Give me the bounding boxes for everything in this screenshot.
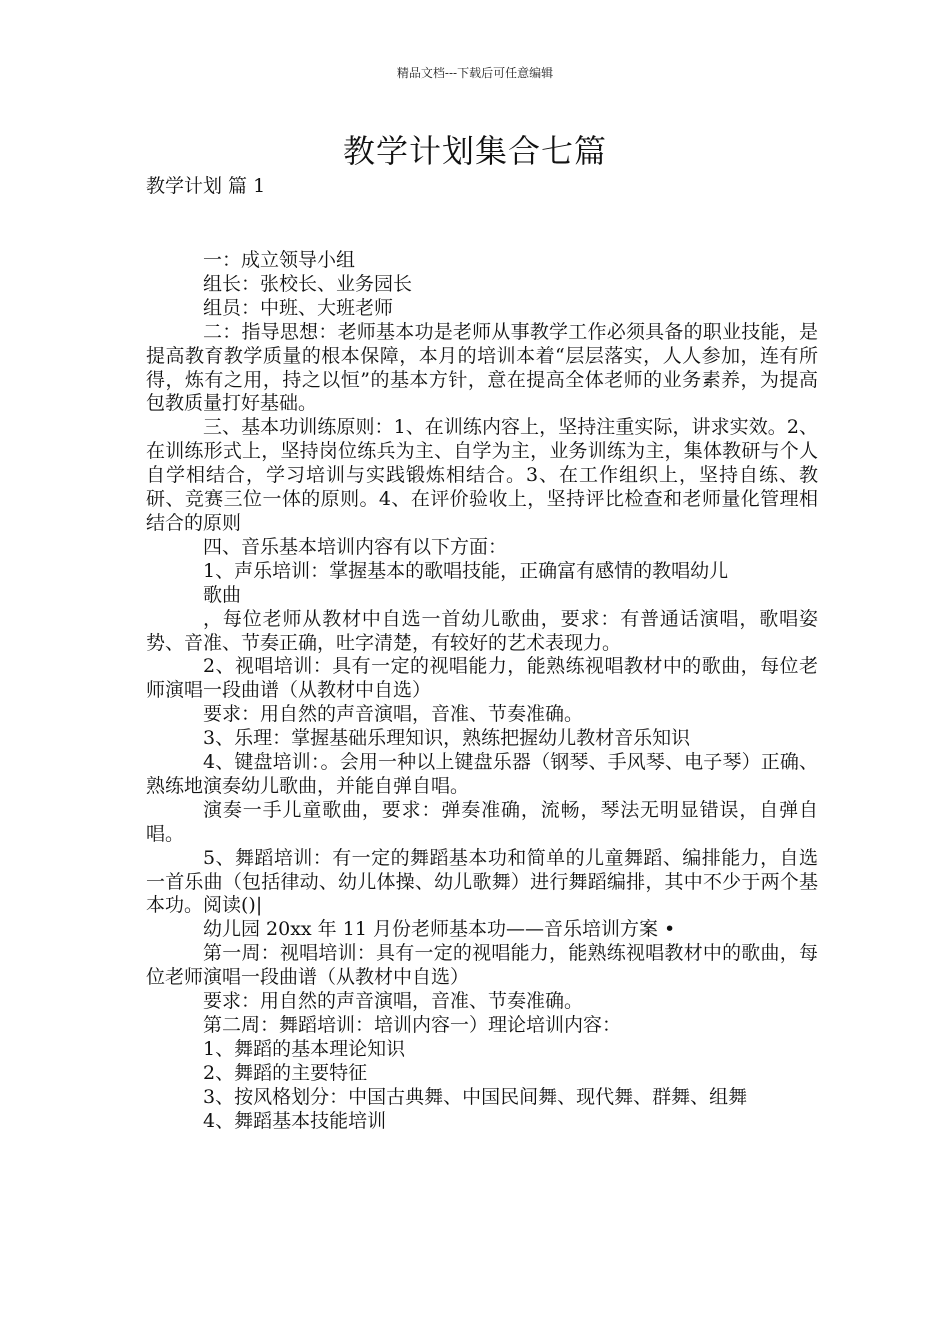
paragraph: 第二周：舞蹈培训：培训内容一）理论培训内容： [203,1014,622,1036]
document-subtitle: 教学计划 篇 1 [146,175,266,197]
paragraph: 要求：用自然的声音演唱，音准、节奏准确。 [203,703,584,726]
paragraph: 演奏一手儿童歌曲，要求：弹奏准确，流畅，琴法无明显错误，自弹自唱。 [146,798,818,845]
paragraph: 组员：中班、大班老师 [203,296,394,319]
paragraph: ，每位老师从教材中自选一首幼儿歌曲，要求：有普通话演唱，歌唱姿势、音准、节奏正确，吐字清楚，有较好的艺术表现力。 [146,607,818,654]
paragraph: 3、乐理：掌握基础乐理知识，熟练把握幼儿教材音乐知识 [203,727,691,750]
paragraph: 2、舞蹈的主要特征 [203,1061,368,1084]
paragraph: 幼儿园 20xx 年 11 月份老师基本功——音乐培训方案 • [203,918,676,941]
paragraph: 4、键盘培训：。会用一种以上键盘乐器（钢琴、手风琴、电子琴）正确、熟练地演奏幼儿歌曲，并能自弹自唱。 [146,751,818,797]
paragraph: 一：成立领导小组 [203,249,356,271]
paragraph: 三、基本功训练原则：1、在训练内容上，坚持注重实际，讲求实效。2、在训练形式上，坚持岗位练兵为主、自学为主，业务训练为主，集体教研与个人自学相结合，学习培训与实践锻炼相结合。3、在工作组织上，坚持自练、教研、竞赛三位一体的原则。4、在评价验收上，坚持评比检查和老师量化管理相结合的原则 [146,416,818,534]
paragraph: 1、舞蹈的基本理论知识 [203,1037,406,1060]
paragraph: 1、声乐培训：掌握基本的歌唱技能，正确富有感情的教唱幼儿 [203,559,729,582]
document-body [146,249,818,1134]
paragraph: 组长：张校长、业务园长 [203,272,413,295]
paragraph: 3、按风格划分：中国古典舞、中国民间舞、现代舞、群舞、组舞 [203,1085,748,1108]
paragraph: 二：指导思想：老师基本功是老师从事教学工作必须具备的职业技能，是提高教育教学质量的根本保障，本月的培训本着“层层落实，人人参加，连有所得，炼有之用，持之以恒”的基本方针，意在提高全体老师的业务素养，为提高包教质量打好基础。 [146,320,818,415]
document-title: 教学计划集合七篇 [342,132,607,170]
paragraph: 第一周：视唱培训：具有一定的视唱能力，能熟练视唱教材中的歌曲，每位老师演唱一段曲谱（从教材中自选） [146,942,818,989]
page-header: 精品文档---下载后可任意编辑 [396,66,554,80]
paragraph: 2、视唱培训：具有一定的视唱能力，能熟练视唱教材中的歌曲，每位老师演唱一段曲谱（从教材中自选） [146,655,818,702]
paragraph: 歌曲 [203,583,242,606]
paragraph: 5、舞蹈培训：有一定的舞蹈基本功和简单的儿童舞蹈、编排能力，自选一首乐曲（包括律动、幼儿体操、幼儿歌舞）进行舞蹈编排，其中不少于两个基本功。阅读()| [146,846,818,917]
paragraph: 4、舞蹈基本技能培训 [203,1109,387,1132]
paragraph: 四、音乐基本培训内容有以下方面： [203,535,508,558]
paragraph: 要求：用自然的声音演唱，音准、节奏准确。 [203,990,584,1013]
